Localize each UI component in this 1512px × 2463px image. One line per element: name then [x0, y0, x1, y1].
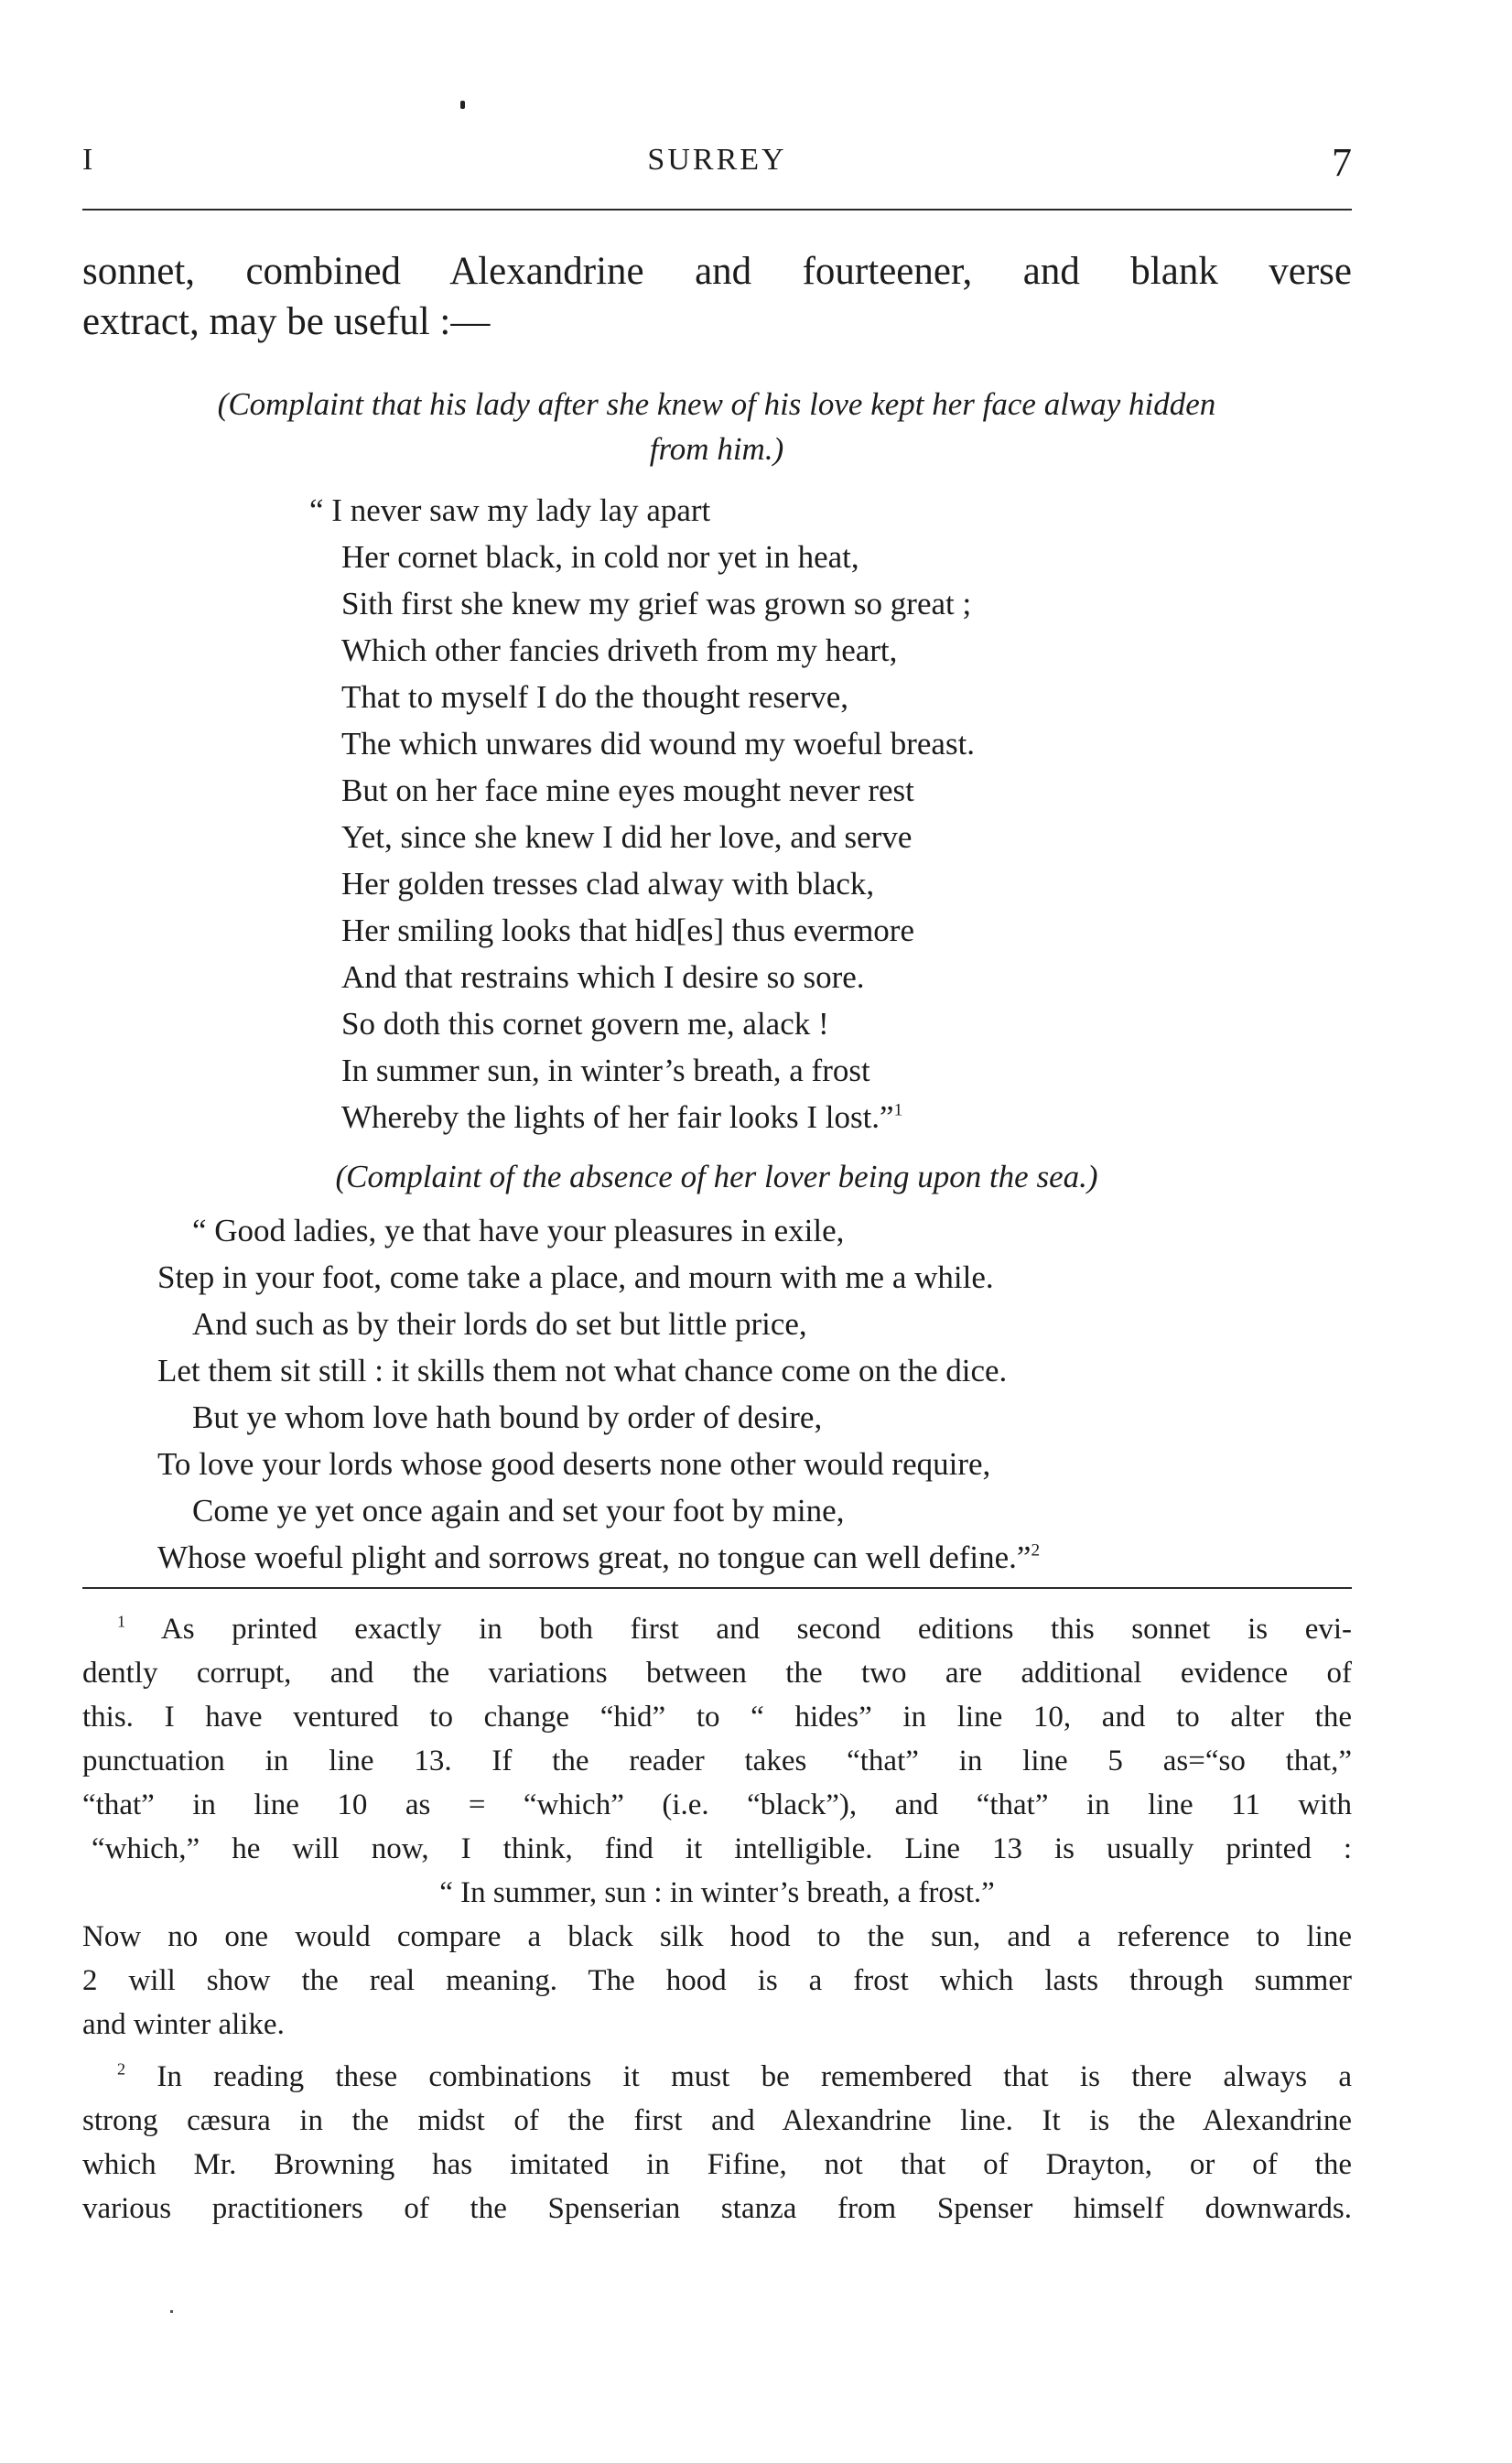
footnote-1-line: 2 will show the real meaning. The hood is a frost which lasts through summer — [82, 1964, 1352, 1997]
complaint-caption: (Complaint of the absence of her lover being upon the sea.) — [335, 1159, 1098, 1194]
footnote-1-line: this. I have ventured to change “hid” to “ hides” in line 10, and to alter the — [82, 1701, 1352, 1734]
complaint-line: “ Good ladies, ye that have your pleasures in exile, — [192, 1213, 845, 1248]
footnote-2-line: strong cæsura in the midst of the first and Alexandrine line. It is the Alexandrine — [82, 2104, 1352, 2137]
intro-line: extract, may be useful :— — [82, 300, 491, 343]
footnote-1-line: and winter alike. — [82, 2008, 285, 2041]
footnote-1-line: “that” in line 10 as = “which” (i.e. “black”), and “that” in line 11 with — [82, 1788, 1352, 1821]
running-title: SURREY — [647, 143, 787, 177]
section-number: I — [82, 143, 93, 177]
sonnet-line: “ I never saw my lady lay apart — [309, 492, 711, 528]
footnote-1-quote: “ In summer, sun : in winter’s breath, a frost.” — [439, 1876, 995, 1909]
sonnet-line: And that restrains which I desire so sore. — [341, 959, 865, 995]
ink-speck — [460, 101, 465, 109]
sonnet-line: Sith first she knew my grief was grown so great ; — [341, 586, 972, 621]
footnote-rule — [82, 1587, 1352, 1589]
sonnet-line: That to myself I do the thought reserve, — [341, 679, 849, 715]
sonnet-caption: from him.) — [649, 431, 784, 467]
sonnet-line: Her golden tresses clad alway with black, — [341, 866, 875, 902]
footnote-2-line: various practitioners of the Spenserian stanza from Spenser himself downwards. — [82, 2192, 1352, 2225]
intro-line: sonnet, combined Alexandrine and fourteener, and blank verse — [82, 250, 1352, 293]
footnote-1-line: dently corrupt, and the variations between the two are additional evidence of — [82, 1657, 1352, 1690]
complaint-line: But ye whom love hath bound by order of desire, — [192, 1399, 823, 1435]
sonnet-line: The which unwares did wound my woeful breast. — [341, 726, 976, 762]
sonnet-line — [341, 1099, 902, 1136]
footnote-1-line: Now no one would compare a black silk hood to the sun, and a reference to line — [82, 1920, 1352, 1953]
footnote-1-line: $^1$ As printed exactly in both first and second editions this sonnet is evi- — [117, 1612, 1352, 1646]
sonnet-line: So doth this cornet govern me, alack ! — [341, 1006, 829, 1042]
ink-speck — [170, 2310, 173, 2313]
footnote-2-line: $^2$ In reading these combinations it must be remembered that is there always a — [117, 2059, 1352, 2093]
sonnet-line: Her smiling looks that hid[es] thus evermore — [341, 913, 914, 948]
complaint-line: Step in your foot, come take a place, and mourn with me a while. — [157, 1259, 994, 1295]
sonnet-line: In summer sun, in winter’s breath, a frost — [341, 1053, 870, 1088]
complaint-line — [157, 1539, 1040, 1576]
sonnet-line: But on her face mine eyes mought never rest — [341, 772, 914, 808]
footnote-2-line: which Mr. Browning has imitated in Fifine, not that of Drayton, or of the — [82, 2148, 1352, 2181]
footnote-mark: 1 — [117, 1612, 126, 1631]
page-header — [82, 137, 1352, 192]
sonnet-line: Her cornet black, in cold nor yet in heat, — [341, 539, 859, 575]
page-number: 7 — [1332, 140, 1352, 185]
footnote-1-line: “which,” he will now, I think, find it intelligible. Line 13 is usually printed : — [92, 1832, 1352, 1865]
header-rule — [82, 209, 1352, 211]
sonnet-caption: (Complaint that his lady after she knew of his love kept her face alway hidden — [217, 386, 1216, 422]
sonnet-line-text: Whereby the lights of her fair looks I lost.” — [341, 1099, 894, 1135]
complaint-line-text: Whose woeful plight and sorrows great, no tongue can well define.” — [157, 1539, 1031, 1575]
footnote-ref-2: 2 — [1031, 1540, 1041, 1561]
sonnet-line: Yet, since she knew I did her love, and serve — [341, 819, 913, 855]
footnote-mark: 2 — [117, 2059, 126, 2079]
complaint-line: Let them sit still : it skills them not what chance come on the dice. — [157, 1353, 1008, 1388]
complaint-line: To love your lords whose good deserts none other would require, — [157, 1446, 991, 1482]
footnote-ref-1: 1 — [893, 1100, 903, 1120]
footnote-1-line: punctuation in line 13. If the reader takes “that” in line 5 as=“so that,” — [82, 1745, 1352, 1777]
complaint-line: And such as by their lords do set but little price, — [192, 1306, 807, 1342]
sonnet-line: Which other fancies driveth from my heart, — [341, 632, 898, 668]
complaint-line: Come ye yet once again and set your foot by mine, — [192, 1493, 845, 1529]
